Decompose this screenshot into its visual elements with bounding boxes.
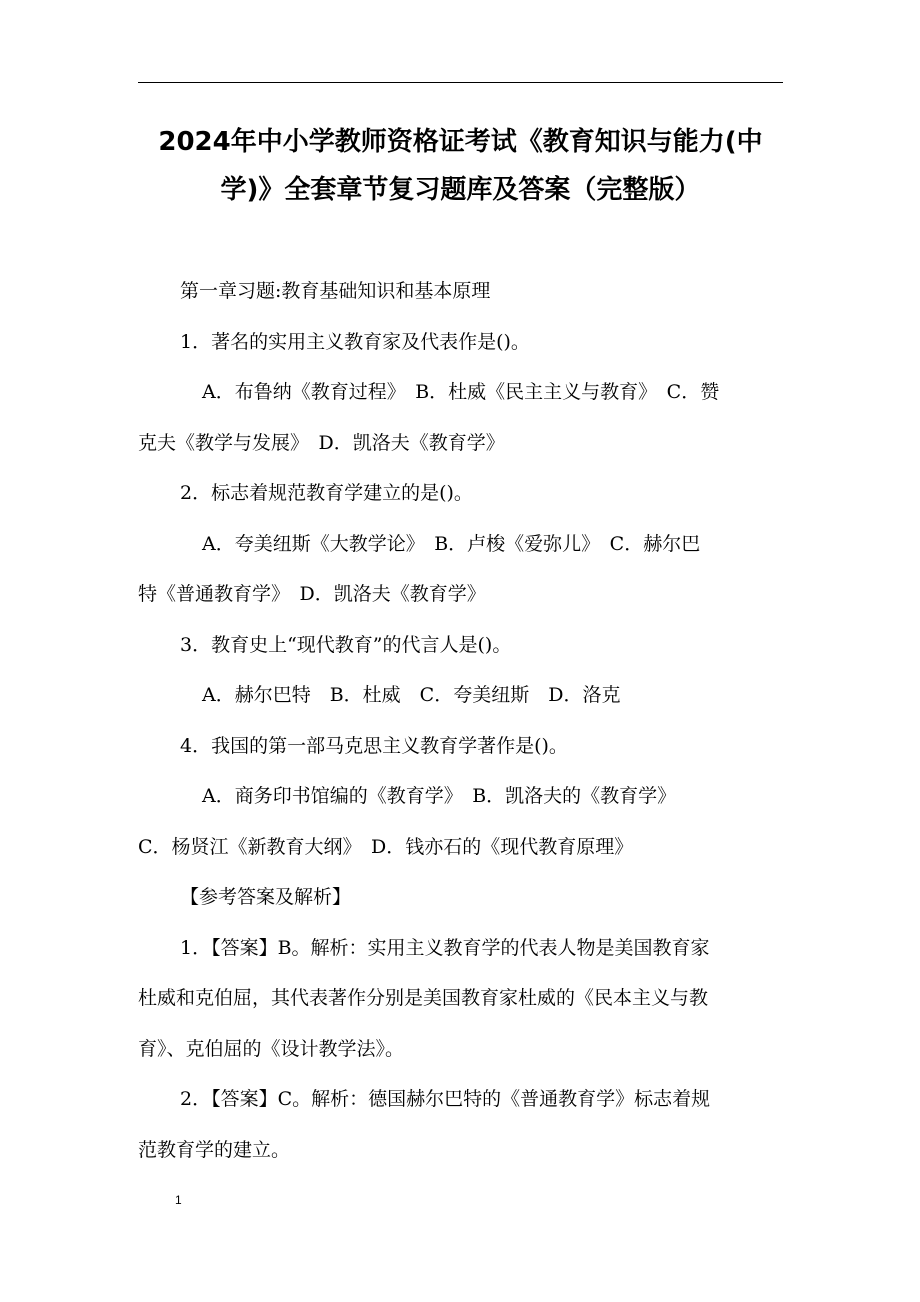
question-4-options: A．商务印书馆编的《教育学》 B．凯洛夫的《教育学》: [202, 785, 677, 807]
document-body: [138, 266, 783, 1175]
question-2-options-cont: 特《普通教育学》 D．凯洛夫《教育学》: [138, 583, 486, 605]
title-line-1: 2024年中小学教师资格证考试《教育知识与能力(中: [158, 127, 763, 157]
question-4-stem: 4．我国的第一部马克思主义教育学著作是()。: [180, 734, 568, 757]
answer-heading: 【参考答案及解析】: [180, 886, 352, 908]
question-3-stem: 3．教育史上“现代教育”的代言人是()。: [180, 633, 512, 656]
document-title: [138, 118, 783, 214]
question-4-options-cont: C．杨贤江《新教育大纲》 D．钱亦石的《现代教育原理》: [138, 835, 634, 858]
question-1-options: A．布鲁纳《教育过程》 B．杜威《民主主义与教育》 C．赞: [202, 381, 720, 403]
question-2-options: A．夸美纽斯《大教学论》 B．卢梭《爱弥儿》 C．赫尔巴: [202, 532, 701, 555]
answer-2-line-2: 范教育学的建立。: [138, 1138, 291, 1161]
question-2-stem: 2．标志着规范教育学建立的是()。: [180, 482, 473, 504]
answer-1-line-2: 杜威和克伯屈，其代表著作分别是美国教育家杜威的《民本主义与教: [138, 987, 709, 1009]
question-3-options: A．赫尔巴特 B．杜威 C．夸美纽斯 D．洛克: [202, 684, 621, 706]
question-1-stem: 1．著名的实用主义教育家及代表作是()。: [180, 330, 530, 353]
question-1-options-cont: 克夫《教学与发展》 D．凯洛夫《教育学》: [138, 431, 505, 454]
answer-1-line-3: 育》、克伯屈的《设计教学法》。: [138, 1037, 405, 1060]
chapter-heading: 第一章习题:教育基础知识和基本原理: [180, 280, 491, 302]
header-rule: [138, 82, 783, 83]
page-number: 1: [175, 1193, 182, 1207]
answer-1-line-1: 1．【答案】B。解析：实用主义教育学的代表人物是美国教育家: [180, 936, 710, 959]
answer-2-line-1: 2．【答案】C。解析：德国赫尔巴特的《普通教育学》标志着规: [180, 1088, 711, 1110]
title-line-2: 学)》全套章节复习题库及答案（完整版）: [220, 175, 701, 205]
